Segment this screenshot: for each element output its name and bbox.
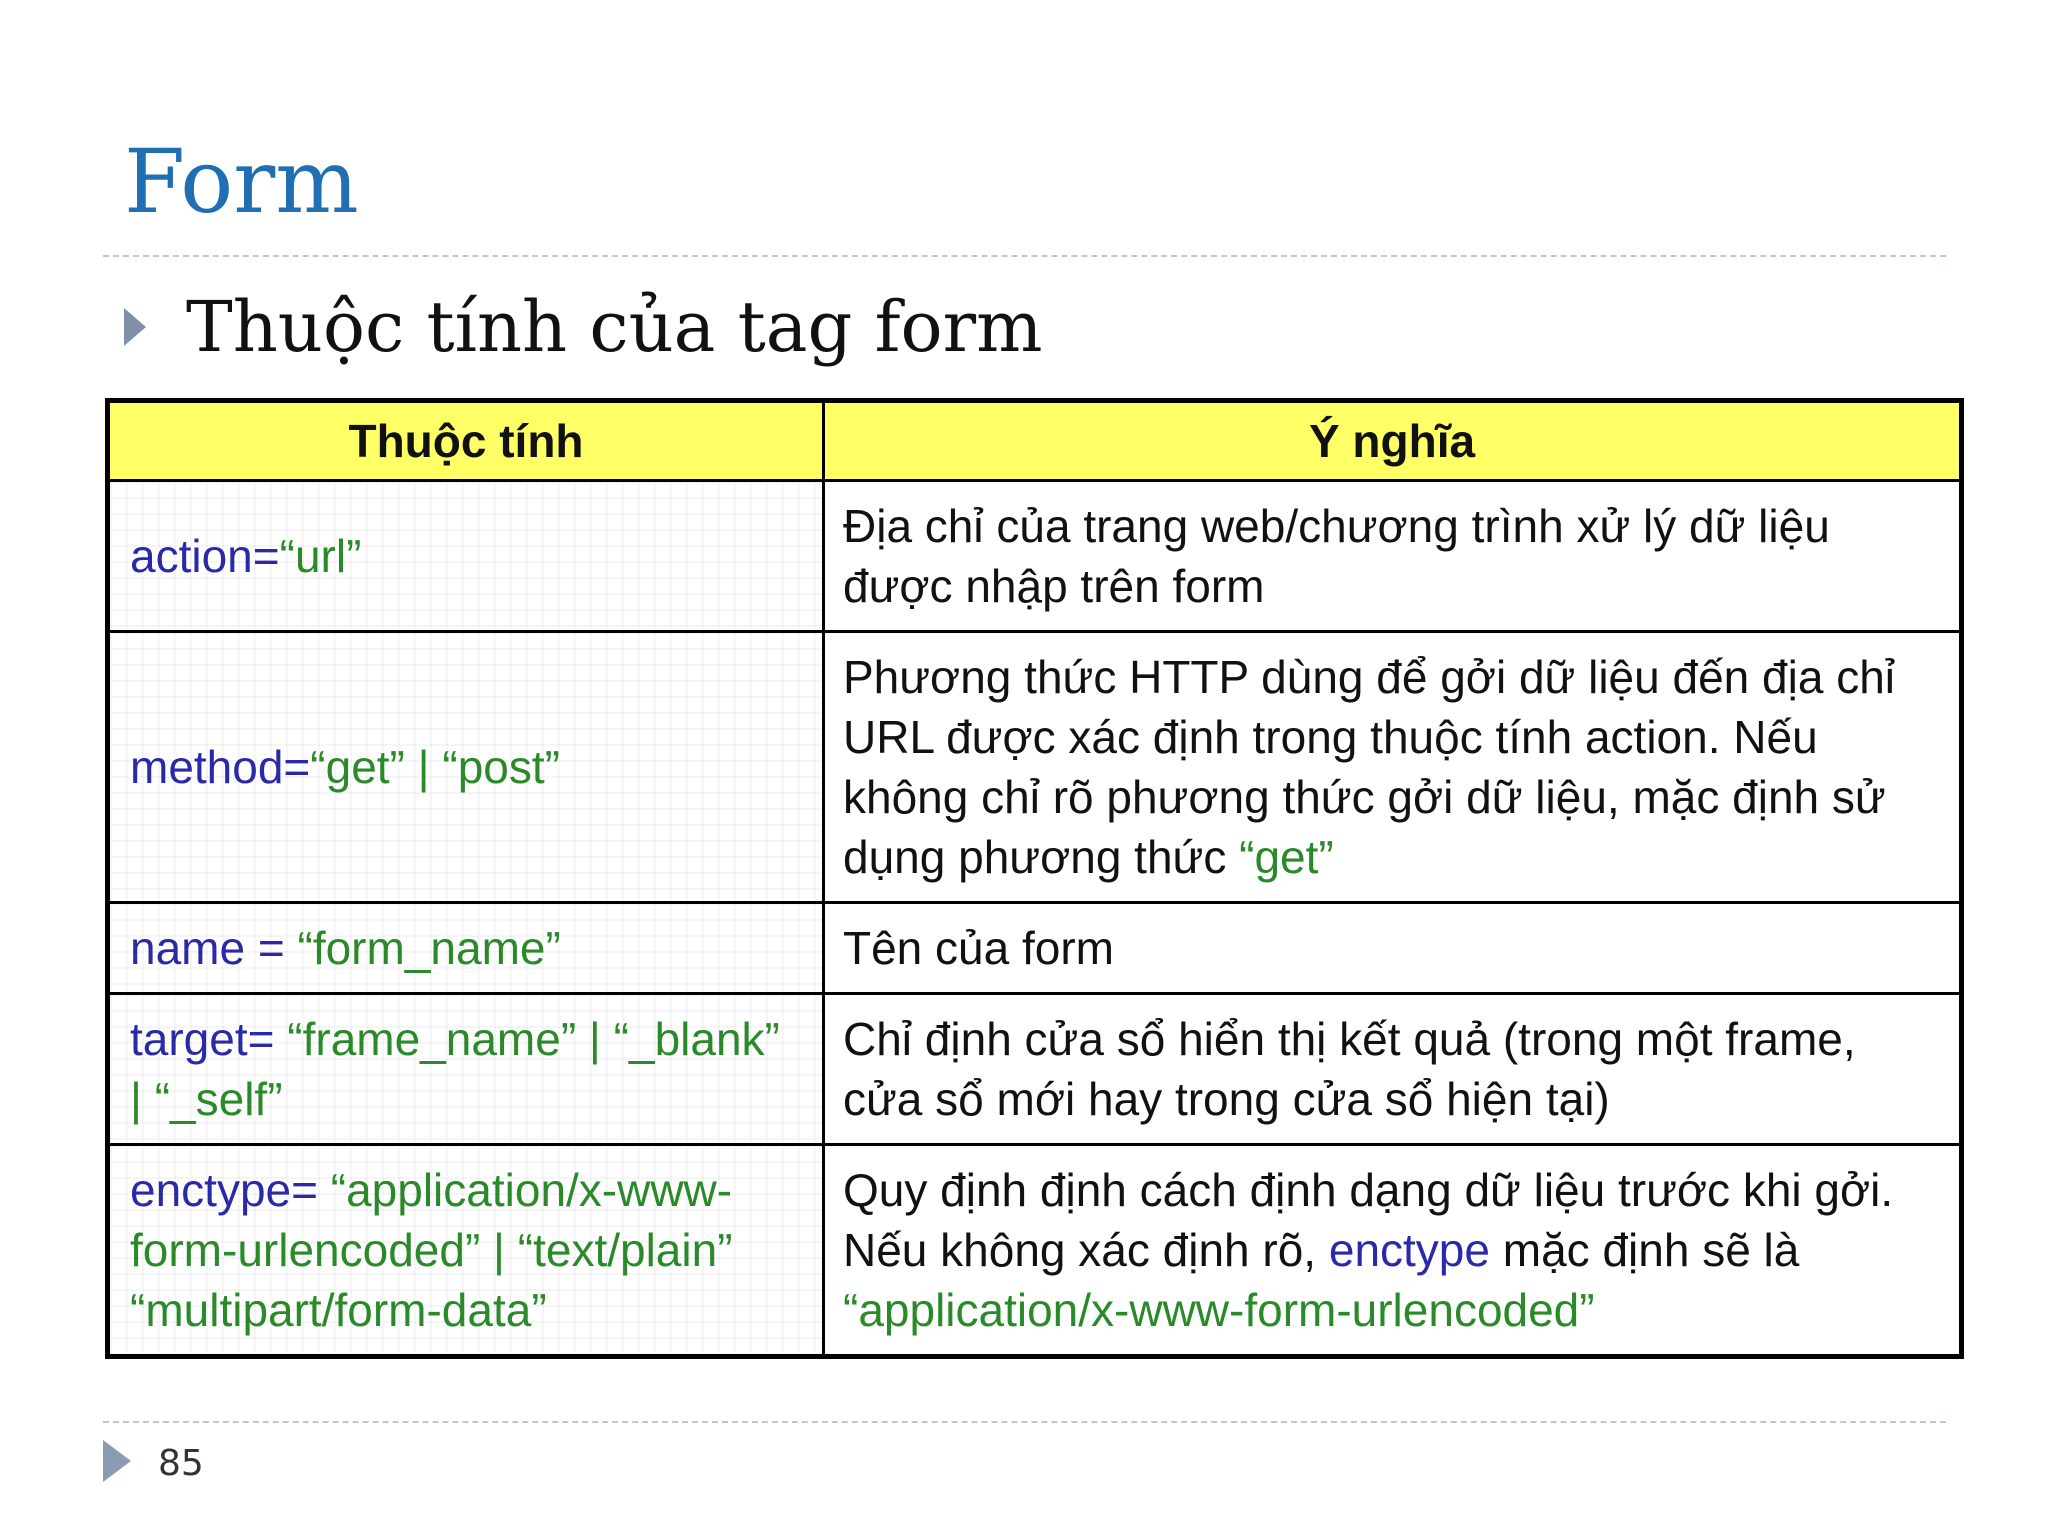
attribute-name: enctype= xyxy=(130,1164,331,1216)
header-meaning: Ý nghĩa xyxy=(824,401,1962,481)
attribute-cell xyxy=(108,1145,824,1357)
attribute-cell xyxy=(108,481,824,632)
table-row xyxy=(108,632,1962,903)
attribute-value: “url” xyxy=(279,530,362,582)
meaning-cell: Chỉ định cửa sổ hiển thị kết quả (trong một frame, cửa sổ mới hay trong cửa sổ hiện tại) xyxy=(824,994,1962,1145)
table-row xyxy=(108,903,1962,994)
meaning-keyword: enctype xyxy=(1328,1224,1490,1276)
slide-title: Form xyxy=(124,130,359,233)
attribute-value: “application/x-www-form-urlencoded” | “text/plain” “multipart/form-data” xyxy=(130,1164,733,1336)
meaning-text: Phương thức HTTP dùng để gởi dữ liệu đến địa chỉ URL được xác định trong thuộc tính action. Nếu không chỉ rõ phương thức gởi dữ liệu, mặc định sử dụng phương thức xyxy=(843,651,1896,883)
attribute-name: target= xyxy=(130,1013,288,1065)
bottom-divider xyxy=(103,1421,1946,1423)
footer-arrow-icon xyxy=(103,1440,131,1482)
form-attributes-table xyxy=(105,398,1964,1359)
bullet-text: Thuộc tính của tag form xyxy=(186,286,1043,368)
attribute-cell xyxy=(108,632,824,903)
attribute-name: method= xyxy=(130,741,311,793)
meaning-value: “get” xyxy=(1239,831,1334,883)
bullet-item xyxy=(124,286,1043,368)
meaning-text: Quy định định cách định dạng dữ liệu trước khi gởi. Nếu không xác định rõ, xyxy=(843,1164,1894,1276)
meaning-value: “application/x-www-form-urlencoded” xyxy=(843,1284,1595,1336)
meaning-cell: Tên của form xyxy=(824,903,1962,994)
bullet-arrow-icon xyxy=(124,308,146,346)
attribute-value: “get” | “post” xyxy=(310,741,560,793)
meaning-cell xyxy=(824,632,1962,903)
page-number: 85 xyxy=(158,1443,204,1484)
meaning-cell xyxy=(824,1145,1962,1357)
attribute-cell xyxy=(108,903,824,994)
attribute-name: name = xyxy=(130,922,298,974)
attribute-name: action= xyxy=(130,530,280,582)
attribute-value: “frame_name” | “_blank” | “_self” xyxy=(130,1013,780,1125)
table-row xyxy=(108,1145,1962,1357)
meaning-text: mặc định sẽ là xyxy=(1489,1224,1800,1276)
attribute-value: “form_name” xyxy=(297,922,561,974)
meaning-cell: Địa chỉ của trang web/chương trình xử lý dữ liệu được nhập trên form xyxy=(824,481,1962,632)
table-row xyxy=(108,481,1962,632)
table-header-row xyxy=(108,401,1962,481)
header-attribute: Thuộc tính xyxy=(108,401,824,481)
attribute-cell xyxy=(108,994,824,1145)
top-divider xyxy=(103,255,1946,257)
table-row xyxy=(108,994,1962,1145)
